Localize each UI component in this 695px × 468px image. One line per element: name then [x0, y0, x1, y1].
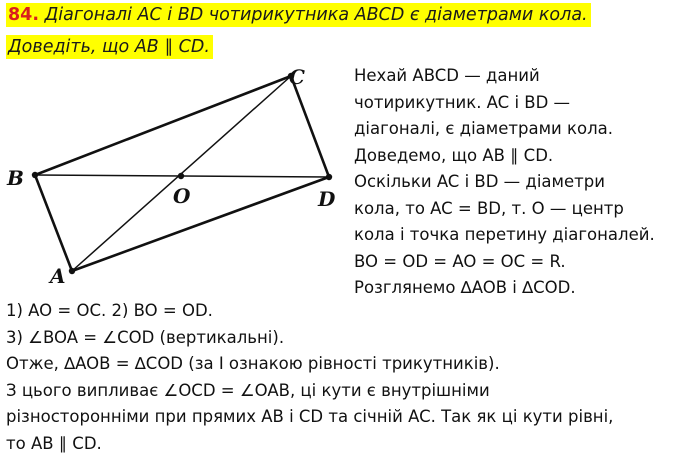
label-o: O — [173, 184, 191, 208]
task-number: 84. — [8, 5, 40, 25]
task-title-line-2: Доведіть, що AB ∥ CD. — [6, 35, 213, 59]
label-d: D — [318, 187, 336, 211]
solution-line: 1) AO = OC. 2) BO = OD. — [6, 301, 213, 320]
solution-line: Доведемо, що AB ∥ CD. — [354, 145, 554, 165]
solution-side-text — [354, 63, 692, 302]
solution-line: Нехай ABCD — даний — [354, 66, 540, 85]
point-o — [178, 173, 184, 179]
solution-bottom-text — [6, 298, 692, 457]
point-b — [32, 172, 38, 178]
solution-line: З цього випливає ∠OCD = ∠OAB, ці кути є внутрішніми — [6, 380, 490, 400]
solution-line: Розглянемо ∆AOB і ∆COD. — [354, 278, 576, 297]
solution-line: Отже, ∆AOB = ∆COD (за I ознакою рівності трикутників). — [6, 354, 500, 373]
geometry-figure — [0, 62, 350, 292]
solution-line: діагоналі, є діаметрами кола. — [354, 119, 613, 138]
solution-line: BO = OD = AO = OC = R. — [354, 251, 566, 271]
solution-line: 3) ∠BOA = ∠COD (вертикальні). — [6, 327, 285, 347]
solution-line: то AB ∥ CD. — [6, 433, 102, 453]
solution-line: Оскільки AC і BD — діаметри — [354, 172, 605, 191]
solution-line: кола і точка перетину діагоналей. — [354, 225, 655, 244]
point-d — [326, 174, 332, 180]
point-a — [69, 268, 75, 274]
task-title-text: Діагоналі AC і BD чотирикутника ABCD є діаметрами кола. — [44, 5, 588, 25]
solution-line: різносторонніми при прямих AB і CD та січній AC. Так як ці кути рівні, — [6, 407, 614, 426]
task-title-line-1 — [6, 3, 591, 27]
label-a: A — [50, 264, 66, 288]
solution-line: чотирикутник. AC і BD — — [354, 92, 571, 112]
solution-line: кола, то AC = BD, т. O — центр — [354, 198, 624, 218]
label-c: C — [289, 65, 305, 89]
label-b: B — [7, 166, 24, 190]
